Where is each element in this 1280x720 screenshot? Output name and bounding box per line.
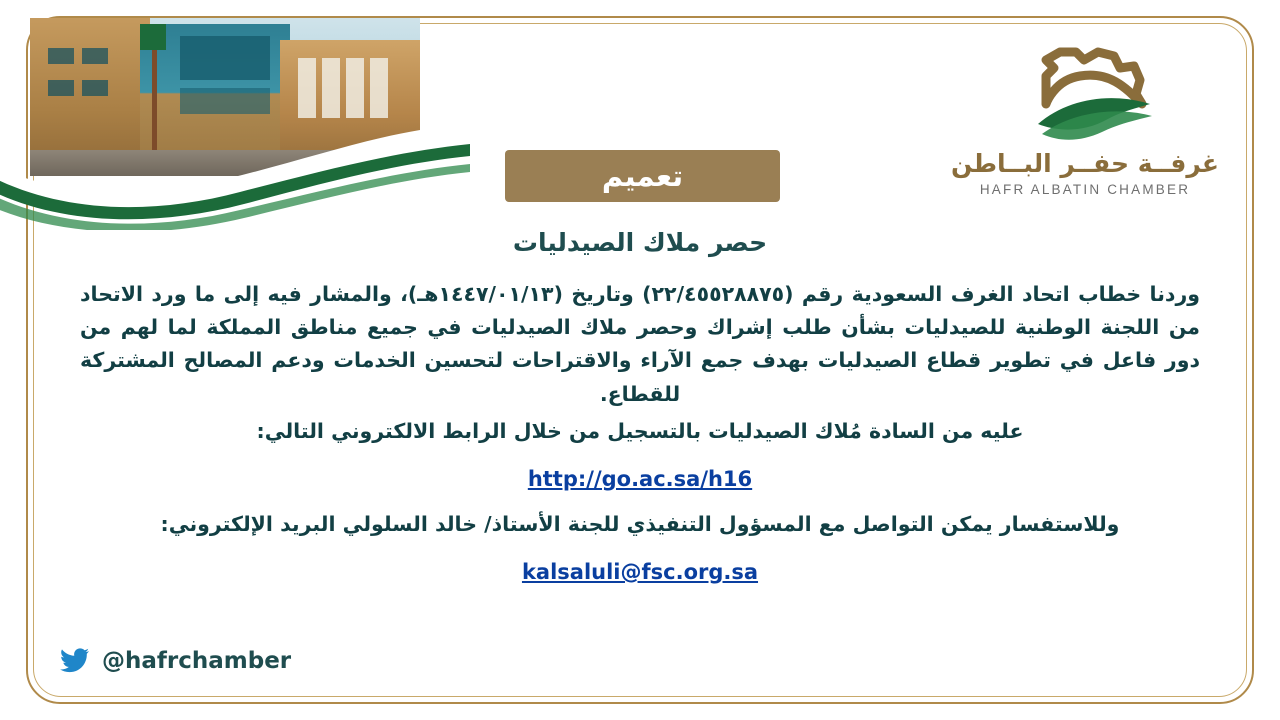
document-subject: حصر ملاك الصيدليات [512, 228, 768, 257]
footer-social [60, 646, 291, 676]
document-body [80, 278, 1200, 601]
logo-arabic-name: غرفــة حفــر البــاطن [951, 149, 1219, 178]
email-link[interactable]: kalsaluli@fsc.org.sa [521, 560, 759, 585]
chamber-logo [950, 46, 1220, 196]
twitter-handle[interactable]: @hafrchamber [102, 648, 292, 674]
body-paragraph-3: وللاستفسار يمكن التواصل مع المسؤول التنفيذي للجنة الأستاذ/ خالد السلولي البريد الإلكتروني: [160, 512, 1120, 537]
chamber-building-photo [0, 18, 420, 194]
document-title-ribbon: تعميم [505, 150, 780, 202]
body-paragraph-1: وردنا خطاب اتحاد الغرف السعودية رقم (٢٢/٤٥٥٢٨٨٧٥) وتاريخ (١٤٤٧/٠١/١٣هـ)، والمشار فيه إلى ما ورد الاتحاد من اللجنة الوطنية للصيدليات بشأن طلب إشراك وحصر ملاك الصيدليات في جميع مناطق المملكة لما لهم من دور فاعل في تطوير قطاع الصيدليات بهدف جمع الآراء والاقتراحات لتحسين الخدمات ودعم المصالح المشتركة للقطاع. [80, 282, 1200, 406]
logo-english-name: HAFR ALBATIN CHAMBER [979, 182, 1191, 197]
body-paragraph-2: عليه من السادة مُلاك الصيدليات بالتسجيل من خلال الرابط الالكتروني التالي: [256, 418, 1024, 443]
chamber-logo-mark [950, 46, 1220, 142]
registration-link[interactable]: http://go.ac.sa/h16 [527, 467, 753, 492]
twitter-icon [60, 646, 90, 676]
